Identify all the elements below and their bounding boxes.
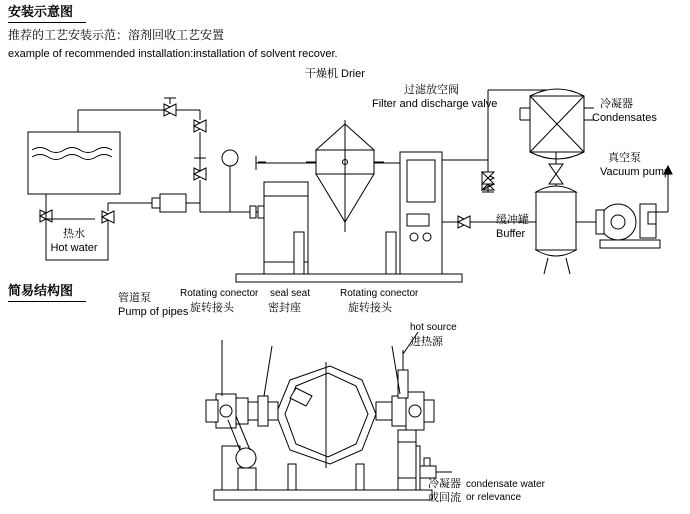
condensates-label-en: Condensates [592, 112, 657, 124]
rotating-connector-left-label-cn: 旋转接头 [190, 302, 234, 314]
section1-title-underline [8, 22, 86, 23]
pump-label-en: Pump of pipes [118, 306, 189, 318]
condensate-label-cn2: 或回流 [428, 492, 461, 504]
condensate-label-en1: condensate water [466, 479, 545, 490]
vacuum-pump-label-en: Vacuum pump [600, 166, 671, 178]
vacuum-pump-label-cn: 真空泵 [608, 152, 641, 164]
rotating-connector-right-label-cn: 旋转接头 [348, 302, 392, 314]
filter-valve-label-cn: 过滤放空阀 [404, 84, 459, 96]
condensates-label-cn: 冷凝器 [600, 98, 633, 110]
filter-valve-label-en: Filter and discharge valve [372, 98, 498, 110]
section1-subtitle-en: example of recommended installation:installation of solvent recover. [8, 48, 338, 60]
section2-title-underline [8, 301, 86, 302]
seal-seat-label-cn: 密封座 [268, 302, 301, 314]
hot-source-label-cn: 进热源 [410, 336, 443, 348]
section1-title: 安装示意图 [8, 4, 74, 19]
section2-title: 简易结构图 [8, 283, 74, 298]
buffer-label-en: Buffer [496, 228, 526, 240]
hot-water-label-en: Hot water [50, 242, 98, 254]
condensate-label-en2: or relevance [466, 492, 522, 503]
rotating-connector-right-label-en: Rotating conector [340, 288, 419, 299]
section1-subtitle-cn: 推荐的工艺安装示范：溶剂回收工艺安置 [8, 28, 225, 42]
hot-source-label-en: hot source [410, 322, 457, 333]
buffer-label-cn: 缓冲罐 [496, 214, 529, 226]
pump-label-cn: 管道泵 [118, 292, 151, 304]
seal-seat-label-en: seal seat [270, 288, 311, 299]
hot-water-label-cn: 热水 [63, 228, 85, 240]
condensate-label-cn1: 冷凝器 [428, 478, 461, 490]
structure-schematic [0, 310, 690, 510]
drier-label: 干燥机 Drier [305, 68, 365, 80]
rotating-connector-left-label-en: Rotating conector [180, 288, 259, 299]
